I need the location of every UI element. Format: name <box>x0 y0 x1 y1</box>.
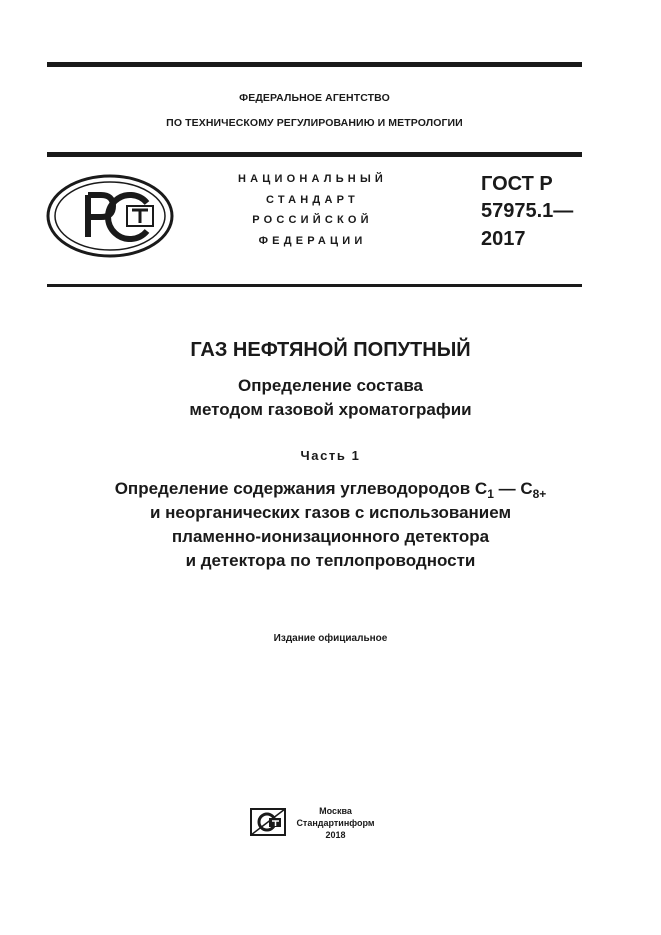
description-line-4: и детектора по теплопроводности <box>185 551 476 570</box>
gost-designation-line-1: ГОСТ Р <box>481 173 553 195</box>
document-subtitle-line-2: методом газовой хроматографии <box>189 400 472 419</box>
gost-designation-line-2: 57975.1— <box>481 200 574 222</box>
national-line-2: СТАНДАРТ <box>266 194 359 206</box>
description-line-1 <box>0 479 661 499</box>
standartinform-logo-icon <box>250 808 286 836</box>
official-edition-label: Издание официальное <box>273 633 388 644</box>
national-line-1: НАЦИОНАЛЬНЫЙ <box>237 173 388 185</box>
part-label: Часть 1 <box>300 448 361 463</box>
description-text-prefix: Определение содержания углеводородов C <box>114 479 488 498</box>
description-text-mid: — C <box>493 479 533 498</box>
middle-rule <box>47 152 582 157</box>
description-line-3: пламенно-ионизационного детектора <box>171 527 490 546</box>
document-title: ГАЗ НЕФТЯНОЙ ПОПУТНЫЙ <box>190 339 471 361</box>
publisher-name: Стандартинформ <box>296 818 375 828</box>
agency-line-2: ПО ТЕХНИЧЕСКОМУ РЕГУЛИРОВАНИЮ И МЕТРОЛОГИИ <box>166 117 463 129</box>
description-line-2: и неорганических газов с использованием <box>149 503 512 522</box>
national-line-3: РОССИЙСКОЙ <box>252 214 373 226</box>
subscript-c1: 1 <box>487 487 494 501</box>
top-rule <box>47 62 582 67</box>
agency-line-1: ФЕДЕРАЛЬНОЕ АГЕНТСТВО <box>239 92 390 104</box>
publisher-city: Москва <box>319 806 352 816</box>
document-subtitle-line-1: Определение состава <box>237 376 424 395</box>
rst-certification-mark-icon <box>45 173 175 259</box>
subscript-c8: 8+ <box>532 487 547 501</box>
national-line-4: ФЕДЕРАЦИИ <box>258 235 367 247</box>
gost-designation-line-3: 2017 <box>481 228 526 250</box>
lower-rule <box>47 284 582 287</box>
publication-year: 2018 <box>325 830 346 840</box>
